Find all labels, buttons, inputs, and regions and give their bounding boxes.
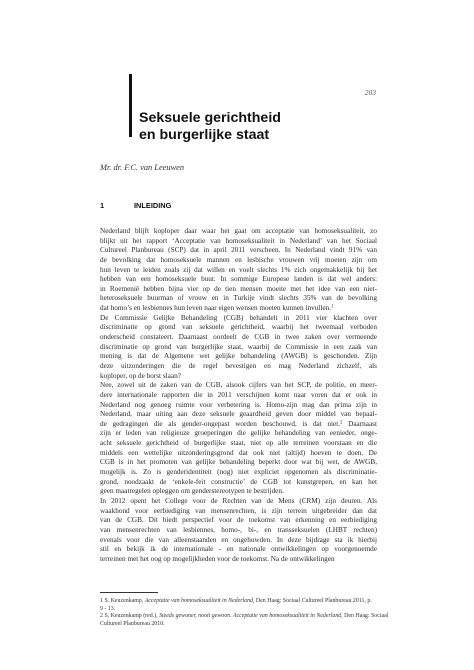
text-run: Nederland blijft koploper daar waar het gaat om acceptatie van homoseksualiteit, zo	[100, 227, 377, 235]
text-line	[100, 458, 377, 468]
text-run: in Roemenië hebben bijna vier op de tien mensen moeite met het idee van een niet-	[100, 284, 377, 293]
text-line	[100, 352, 377, 362]
text-run: In 2012 opent het College voor de Rechten van de Mens (CRM) zijn deuren. Als	[100, 496, 377, 505]
text-line	[100, 545, 377, 555]
text-line	[100, 420, 377, 430]
footnote-line	[100, 598, 377, 606]
footnote-text: 9 - 13.	[100, 605, 116, 612]
text-line	[100, 237, 377, 247]
text-run: blijkt uit het rapport ‘Acceptatie van homoseksualiteit in Nederland’ van het Sociaal	[100, 236, 377, 245]
text-run: mening is dat de Algemene wet gelijke behandeling (AWGB) is geschonden. Zijn	[100, 352, 377, 361]
text-line	[100, 227, 377, 237]
footnote-text: S. Keuzenkamp,	[104, 598, 145, 604]
text-run: van de CGB. Dit biedt perspectief voor de toekomst van erkenning en eerbiediging	[100, 516, 377, 525]
text-line	[100, 526, 377, 536]
text-run: koploper, op de borst slaan?	[100, 371, 181, 380]
text-line	[100, 468, 377, 478]
text-run: onderscheid constateert. Daarnaast oordeelt de CGB in twee zaken over vermeende	[100, 333, 377, 342]
text-run: Nederland nog genoeg ruimte voor verbetering is. Homo-zijn mag dan prima zijn in	[100, 400, 377, 409]
text-run: middels een wettelijke uitzonderingsgrond dat ook niet (altijd) hoeven te doen. De	[100, 448, 377, 457]
footnote-reference[interactable]: 1	[330, 304, 334, 310]
text-run: Nee, zowel uit de zaken van de CGB, alsook cijfers van het SCP, de politie, en meer-	[100, 381, 377, 390]
text-run: hun leven te leiden zoals zij dat willen en voelt slechts 1% zich ongemakkelijk bij het	[100, 265, 377, 274]
footnote-number: 2	[100, 613, 103, 620]
text-run: van mensenrechten van lesbiennes, homo-, bi-, en transseksuelen (LHBT rechten)	[100, 525, 377, 534]
text-line	[100, 391, 377, 401]
text-line	[100, 314, 377, 324]
footnote-text: , Den Haag: Sociaal Cultureel Planbureau 2011, p.	[252, 598, 372, 604]
text-line	[100, 555, 377, 565]
footnote-number: 1	[100, 598, 103, 604]
text-run: hebben van een homoseksuele buur. In sommige Europese landen is dat wel anders:	[100, 275, 377, 284]
text-run: acht seksuele gerichtheid of burgerlijke staat, niet op alle terreinen voorstaan en die	[100, 439, 377, 448]
text-run: evenals voor die van alleenstaanden en ongehuwden. In deze bijdrage sta ik hierbij	[100, 535, 377, 544]
text-line	[100, 343, 377, 353]
text-line	[100, 429, 377, 439]
author-name: Mr. dr. F.C. van Leeuwen	[100, 163, 185, 172]
footnote-line	[100, 613, 389, 621]
text-line	[100, 323, 377, 333]
text-line	[100, 507, 377, 517]
footnote-rule	[100, 592, 158, 593]
text-run: discriminatie op grond van burgerlijke staat, waarbij de Commissie in een zaak van	[100, 342, 377, 351]
text-line	[100, 275, 377, 285]
text-line	[100, 304, 377, 314]
page-number: 203	[364, 88, 376, 97]
text-run: mogelijk is. Zo is genderidentiteit (nog) niet expliciet opgenomen als discriminatie-	[100, 468, 377, 477]
body-text	[100, 227, 377, 564]
text-run: CGB is in het promoten van gelijke behandeling beperkt door wat bij wet, de AWGB,	[100, 458, 377, 467]
text-run: Cultureel Planbureau (SCP) dat in april 2011 verscheen. In Nederland vindt 91% van	[100, 246, 377, 255]
text-run: dat homo’s en lesbiennes hun leven naar eigen wensen moeten kunnen invullen.	[100, 304, 331, 313]
footnote-text: , Den Haag: Sociaal	[341, 613, 389, 620]
text-line	[100, 478, 377, 488]
text-line	[100, 372, 377, 382]
text-line	[100, 497, 377, 507]
section-heading	[100, 201, 171, 210]
article-title	[139, 110, 369, 143]
title-line-1: Seksuele gerichtheid	[139, 110, 281, 126]
footnotes	[100, 598, 389, 628]
text-run: stil en bekijk ik de internationale - en nationale ontwikkelingen op voorgenoemde	[100, 545, 377, 554]
text-line	[100, 333, 377, 343]
text-run: Nederland, maar uiting aan deze seksuele geaardheid geven door middel van bepaal-	[100, 410, 377, 419]
text-run: terreinen met het oog op mogelijkheden voor de toekomst. Na de ontwikkelingen	[100, 554, 335, 563]
title-rule	[129, 74, 132, 137]
text-run: de gedragingen die als gender-ongepast worden beschouwd, is dat niet.	[100, 419, 341, 428]
text-line	[100, 410, 377, 420]
text-line	[100, 516, 377, 526]
text-line	[100, 381, 377, 391]
text-line	[100, 362, 377, 372]
text-run: grond, noodzaakt de ‘enkele-feit constructie’ de CGB tot kunstgrepen, en kan het	[100, 477, 377, 486]
text-line	[100, 266, 377, 276]
text-run: De Commissie Gelijke Behandeling (CGB) behandelt in 2011 vier klachten over	[100, 313, 377, 322]
text-line	[100, 285, 377, 295]
text-line	[100, 536, 377, 546]
footnote-reference[interactable]: 2	[340, 420, 343, 426]
text-run: deze uitzonderingen die de regel bevestigen en mag Nederland zichzelf, als	[100, 361, 377, 370]
text-run: zijn er leden van religieuze groeperingen die gelijke behandeling van eenieder, onge-	[100, 429, 377, 438]
section-title: INLEIDING	[134, 201, 172, 210]
text-run: heteroseksuele buurman of vrouw en in Turkije vindt slechts 35% van de bevolking	[100, 294, 377, 303]
title-line-2: en burgerlijke staat	[139, 126, 270, 143]
footnote-line	[100, 621, 377, 629]
text-run: Daarnaast	[348, 419, 377, 428]
text-run: discriminatie op grond van seksuele gerichtheid, waarbij het tweemaal verboden	[100, 323, 377, 332]
text-line	[100, 294, 377, 304]
footnote-text: S. Keuzenkamp (red.),	[104, 613, 160, 620]
footnote-title: Acceptatie van homoseksualiteit in Nederland	[144, 598, 253, 604]
text-line	[100, 256, 377, 266]
text-run: de bevolking dat homoseksuele mannen en lesbische vrouwen vrij moeten zijn om	[100, 255, 377, 264]
footnote-title: Steeds gewoner, nooit gewoon. Acceptatie van homoseksualiteit in Nederland	[159, 613, 342, 620]
text-line	[100, 401, 377, 411]
footnote-text: Cultureel Planbureau 2010.	[100, 620, 165, 627]
text-line	[100, 449, 377, 459]
text-line	[100, 439, 377, 449]
text-line	[100, 246, 377, 256]
text-run: waakhond voor eerbiediging van mensenrechten, is zijn terrein uitgebreider dan dat	[100, 506, 377, 515]
text-run: geen maatregelen opleggen om genderstereotypen te bestrijden.	[100, 487, 284, 496]
text-run: dere internationale rapporten die in 2011 verschijnen komt naar voren dat er ook in	[100, 390, 377, 399]
text-line	[100, 487, 377, 497]
section-number: 1	[100, 201, 105, 210]
